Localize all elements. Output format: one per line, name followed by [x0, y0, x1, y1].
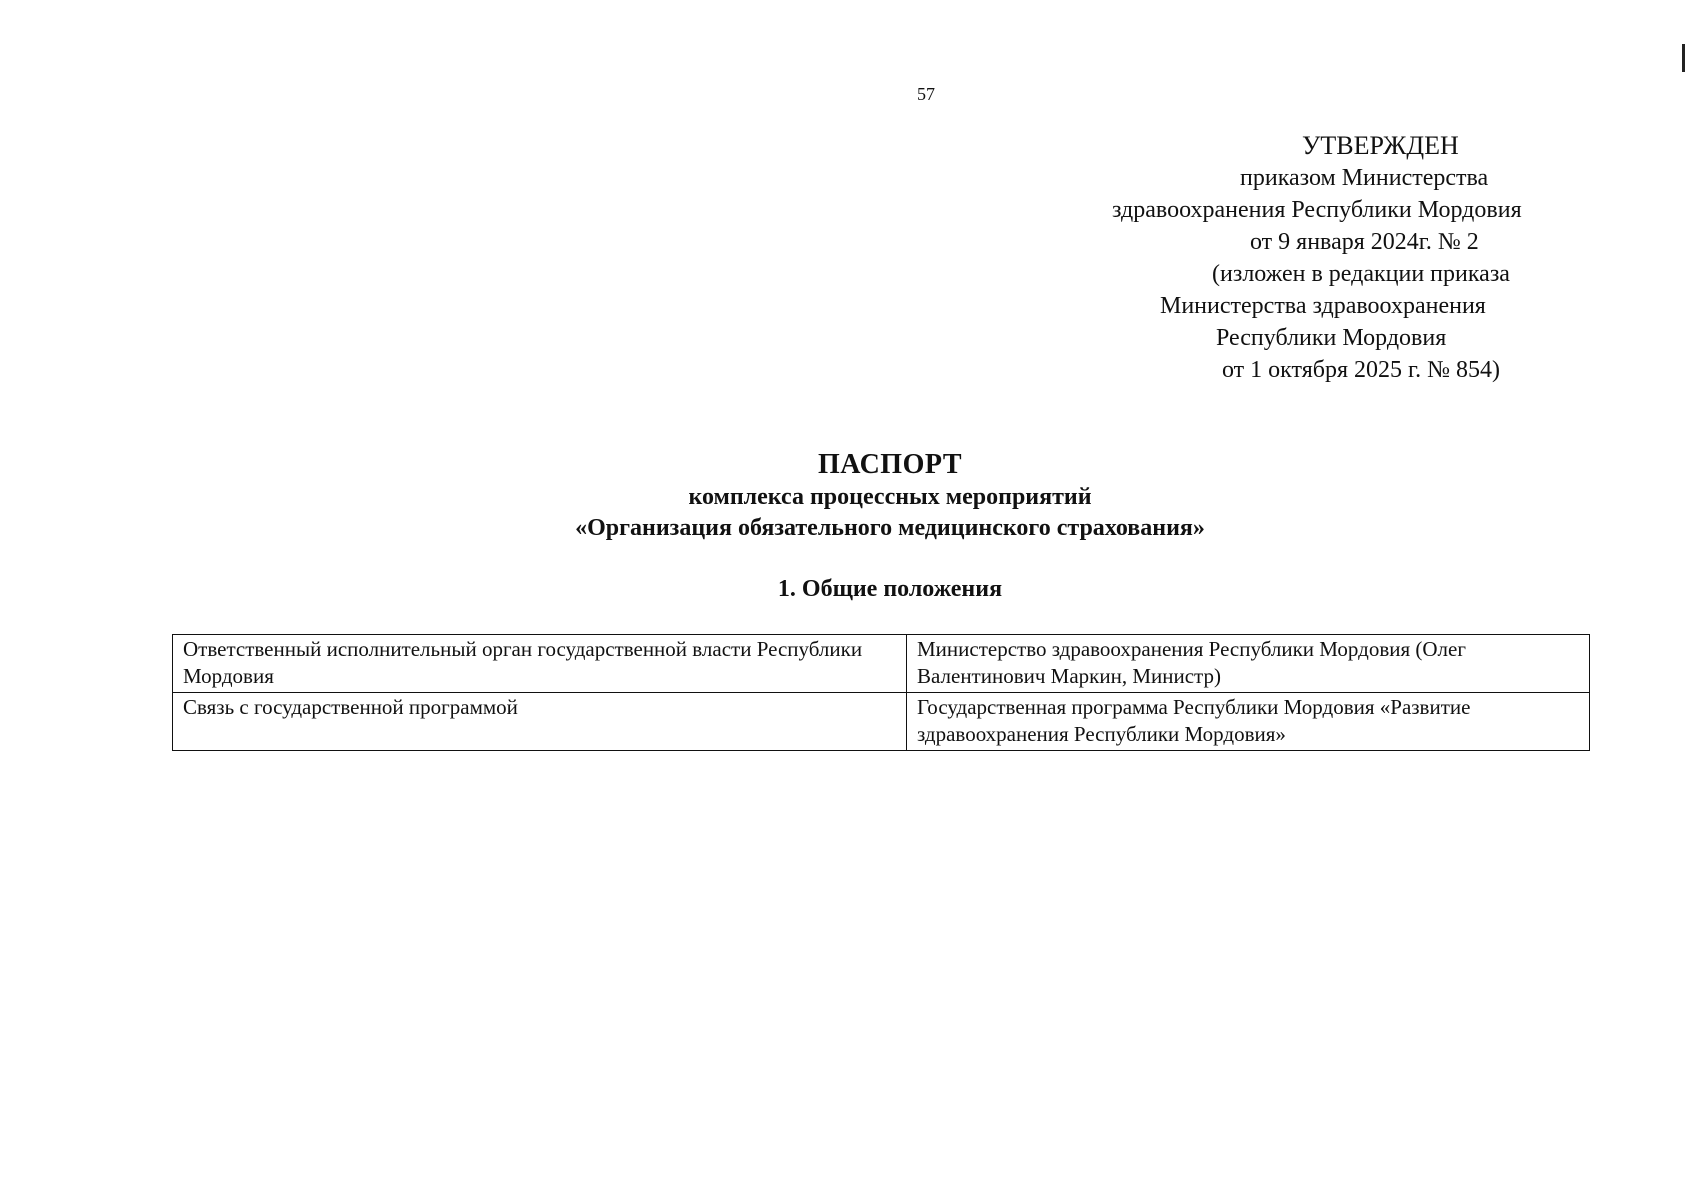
approval-line: здравоохранения Республики Мордовия: [1112, 197, 1522, 223]
page-number: 57: [917, 84, 935, 104]
section-heading: 1. Общие положения: [777, 576, 1003, 602]
table-cell-label: Связь с государственной программой: [173, 693, 907, 751]
document-title: [0, 448, 1685, 544]
approval-line: от 9 января 2024г. № 2: [1250, 229, 1479, 255]
table-row: [173, 635, 1590, 693]
title-program-name: «Организация обязательного медицинского страхования»: [575, 515, 1205, 541]
approval-line: от 1 октября 2025 г. № 854): [1222, 357, 1501, 383]
table-row: [173, 693, 1590, 751]
approval-line: Республики Мордовия: [1216, 325, 1447, 351]
approval-line: приказом Министерства: [1240, 165, 1489, 191]
table-cell-value: Государственная программа Республики Мордовия «Развитие здравоохранения Республики Мордовия»: [907, 693, 1590, 751]
table-cell-label: Ответственный исполнительный орган государственной власти Республики Мордовия: [173, 635, 907, 693]
title-subtitle: комплекса процессных мероприятий: [688, 484, 1092, 510]
approval-line: Министерства здравоохранения: [1160, 293, 1486, 319]
title-passport: ПАСПОРТ: [817, 449, 962, 480]
approval-stamp: [1100, 130, 1620, 386]
approval-line: (изложен в редакции приказа: [1212, 261, 1510, 287]
table-cell-value: Министерство здравоохранения Республики Мордовия (Олег Валентинович Маркин, Министр): [907, 635, 1590, 693]
approval-line-approved: УТВЕРЖДЕН: [1302, 131, 1459, 160]
general-provisions-table: [172, 634, 1590, 751]
